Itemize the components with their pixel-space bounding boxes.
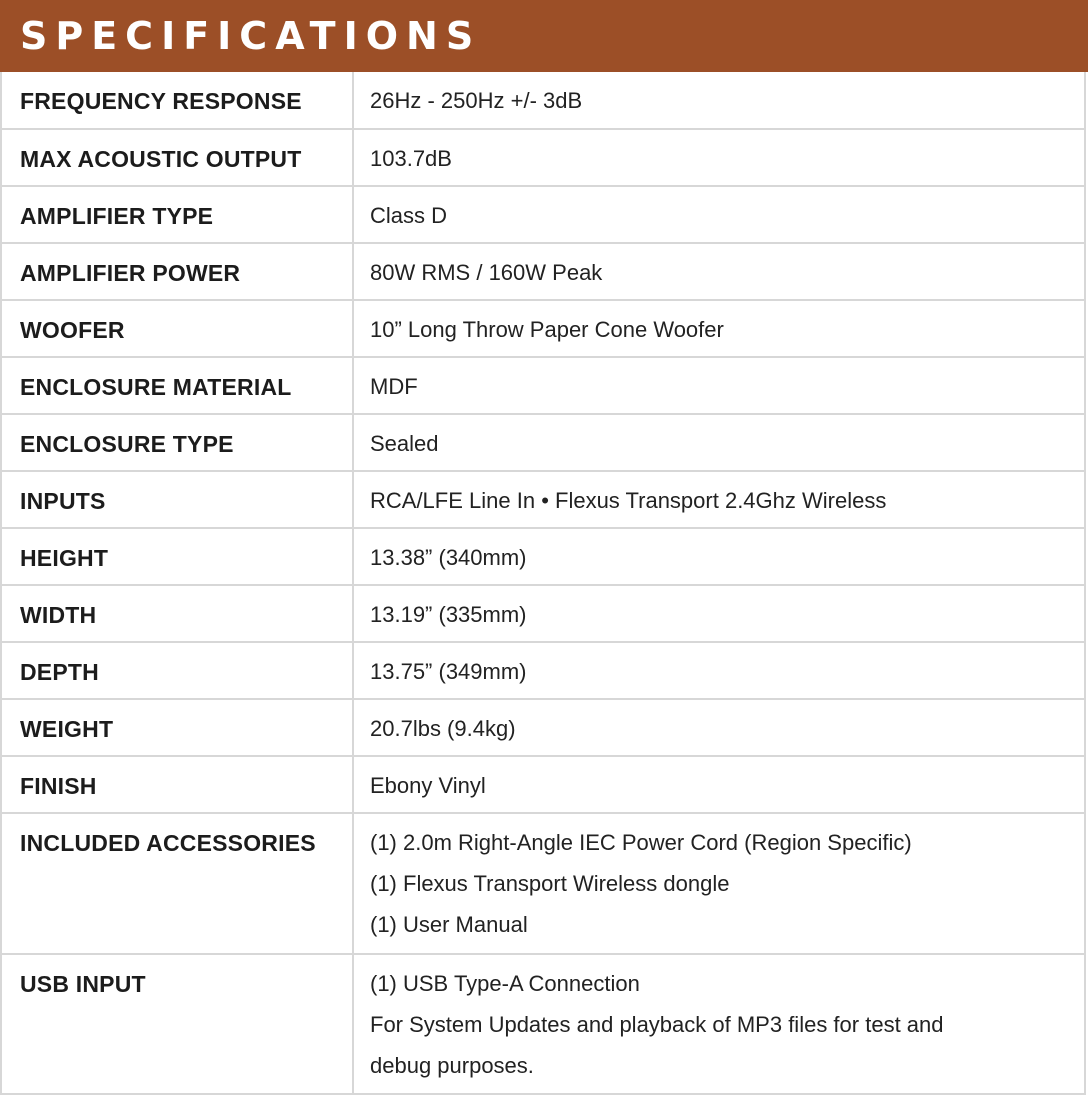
table-row	[1, 756, 1085, 813]
table-row	[1, 72, 1085, 129]
spec-value-text: RCA/LFE Line In • Flexus Transport 2.4Ghz Wireless	[370, 488, 887, 513]
usb-line: debug purposes.	[370, 1053, 534, 1078]
spec-value	[353, 357, 1085, 414]
spec-value-text: Class D	[370, 203, 448, 228]
spec-label: ENCLOSURE MATERIAL	[1, 357, 353, 414]
spec-label: DEPTH	[1, 642, 353, 699]
table-row	[1, 699, 1085, 756]
specifications-header	[0, 0, 1088, 72]
spec-value	[353, 129, 1085, 186]
table-row	[1, 414, 1085, 471]
spec-value	[353, 585, 1085, 642]
spec-label: INCLUDED ACCESSORIES	[1, 813, 353, 954]
specifications-table	[0, 72, 1086, 1095]
spec-value	[353, 72, 1085, 129]
spec-value	[353, 699, 1085, 756]
spec-value-text: 103.7dB	[370, 146, 452, 171]
table-row-accessories	[1, 813, 1085, 954]
spec-value	[353, 954, 1085, 1094]
accessory-line: (1) User Manual	[370, 912, 528, 937]
spec-label: INPUTS	[1, 471, 353, 528]
table-row	[1, 585, 1085, 642]
spec-value	[353, 756, 1085, 813]
spec-value	[353, 642, 1085, 699]
table-row	[1, 129, 1085, 186]
spec-label: USB INPUT	[1, 954, 353, 1094]
spec-value-text: Ebony Vinyl	[370, 773, 486, 798]
spec-value-text: 13.19” (335mm)	[370, 602, 527, 627]
accessory-line: (1) Flexus Transport Wireless dongle	[370, 871, 730, 896]
spec-value	[353, 414, 1085, 471]
accessory-line: (1) 2.0m Right-Angle IEC Power Cord (Region Specific)	[370, 830, 912, 855]
spec-value-text: 13.75” (349mm)	[370, 659, 527, 684]
usb-line: (1) USB Type-A Connection	[370, 971, 640, 996]
spec-value-text: MDF	[370, 374, 418, 399]
table-row	[1, 528, 1085, 585]
spec-value	[353, 186, 1085, 243]
spec-label: FREQUENCY RESPONSE	[1, 72, 353, 129]
spec-label: WIDTH	[1, 585, 353, 642]
spec-value	[353, 528, 1085, 585]
spec-label: WEIGHT	[1, 699, 353, 756]
spec-label: AMPLIFIER POWER	[1, 243, 353, 300]
spec-label: MAX ACOUSTIC OUTPUT	[1, 129, 353, 186]
spec-value	[353, 471, 1085, 528]
spec-value-text: 10” Long Throw Paper Cone Woofer	[370, 317, 724, 342]
spec-label: HEIGHT	[1, 528, 353, 585]
table-row	[1, 300, 1085, 357]
table-row	[1, 243, 1085, 300]
table-row	[1, 357, 1085, 414]
table-row	[1, 642, 1085, 699]
table-row	[1, 186, 1085, 243]
spec-value	[353, 243, 1085, 300]
spec-value-text: 80W RMS / 160W Peak	[370, 260, 603, 285]
page-title: SPECIFICATIONS	[20, 14, 482, 58]
spec-value-text: 20.7lbs (9.4kg)	[370, 716, 516, 741]
spec-label: AMPLIFIER TYPE	[1, 186, 353, 243]
spec-label: ENCLOSURE TYPE	[1, 414, 353, 471]
table-row-usb-input	[1, 954, 1085, 1094]
usb-line: For System Updates and playback of MP3 files for test and	[370, 1012, 944, 1037]
spec-value-text: 26Hz - 250Hz +/- 3dB	[370, 88, 583, 113]
spec-label: WOOFER	[1, 300, 353, 357]
spec-value	[353, 813, 1085, 954]
spec-value	[353, 300, 1085, 357]
spec-label: FINISH	[1, 756, 353, 813]
spec-value-text: Sealed	[370, 431, 439, 456]
table-row	[1, 471, 1085, 528]
spec-value-text: 13.38” (340mm)	[370, 545, 527, 570]
